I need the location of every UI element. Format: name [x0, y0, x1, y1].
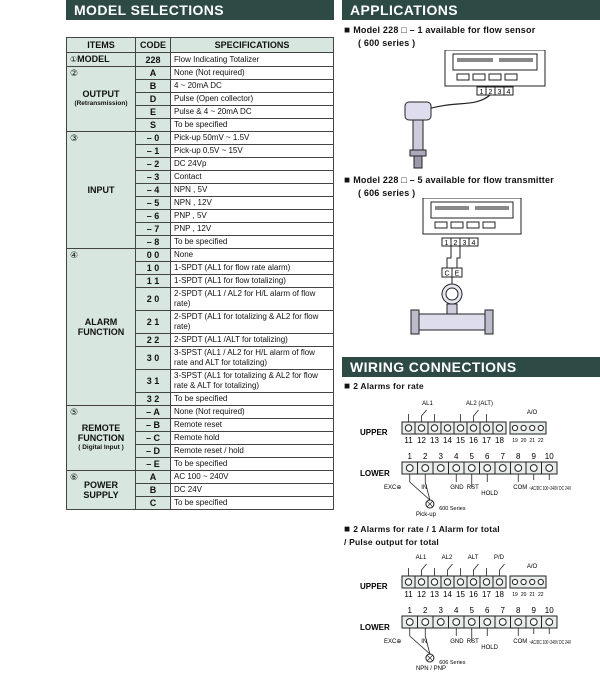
rst-label: RST — [466, 485, 479, 491]
spec-cell: To be specified — [171, 236, 334, 249]
application-2-text — [344, 174, 554, 199]
terminal-number: 22 — [538, 438, 544, 444]
spec-cell: 2-SPDT (AL1 for totalizing & AL2 for flow rate) — [171, 311, 334, 334]
terminal-screw — [483, 425, 489, 431]
terminal-screw — [468, 619, 475, 626]
code-cell: – 7 — [136, 223, 171, 236]
code-cell: – 5 — [136, 197, 171, 210]
display-line — [435, 206, 469, 210]
terminal-number: 2 — [423, 606, 428, 615]
sensor-label: NPN / PNP — [415, 666, 446, 672]
terminal-screw — [418, 579, 424, 585]
table-row — [67, 67, 334, 80]
code-cell: 3 2 — [136, 393, 171, 406]
button — [505, 74, 517, 80]
item-number: ③ — [70, 133, 79, 143]
terminal-number: 6 — [485, 452, 490, 461]
spec-cell: Pulse & 4 ~ 20mA DC — [171, 106, 334, 119]
terminal-screw — [538, 579, 543, 584]
exc-label: EXC⊕ — [384, 485, 402, 491]
code-cell: – 1 — [136, 145, 171, 158]
terminal-screw — [437, 619, 444, 626]
wiring-title-1-text: 2 Alarms for rate — [353, 381, 424, 391]
button — [473, 74, 485, 80]
terminal-number: 18 — [495, 590, 504, 599]
terminal-number: 21 — [529, 438, 535, 444]
signal-cable — [425, 95, 490, 110]
items-column-header: ITEMS — [67, 38, 136, 53]
code-cell: 228 — [136, 53, 171, 67]
terminal-label: 3 — [497, 89, 502, 96]
code-cell: D — [136, 93, 171, 106]
code-cell: A — [136, 471, 171, 484]
spec-cell: DC 24V — [171, 484, 334, 497]
terminal-screw — [521, 579, 526, 584]
relay-contact — [435, 564, 453, 576]
terminal-block — [442, 238, 478, 247]
wiring-title-2-line1: 2 Alarms for rate / 1 Alarm for total — [353, 524, 500, 534]
terminal-screw — [418, 425, 424, 431]
item-name: ALARM FUNCTION — [77, 317, 125, 337]
terminal-number: 21 — [529, 592, 535, 598]
table-row — [67, 249, 334, 262]
power-label: ~AC/DC 100~240V DC 24V — [529, 640, 572, 646]
ce-terminal — [442, 268, 462, 278]
alarm-label: P/D — [493, 555, 505, 561]
spec-cell: To be specified — [171, 119, 334, 132]
button — [489, 74, 501, 80]
terminal-screw — [530, 619, 537, 626]
spec-cell: PNP , 12V — [171, 223, 334, 236]
display-line — [457, 58, 493, 62]
sensor-label: Pick-up — [415, 512, 436, 518]
applications-header: APPLICATIONS — [342, 0, 600, 20]
code-cell: – C — [136, 432, 171, 445]
terminal-number: 15 — [456, 436, 465, 445]
code-cell: A — [136, 67, 171, 80]
wiring-title-1 — [344, 380, 424, 393]
wiring-connections-header: WIRING CONNECTIONS — [342, 357, 600, 377]
application-2-line1: Model 228 □ – 5 available for flow transmitter — [353, 175, 554, 185]
spec-cell: None (Not required) — [171, 406, 334, 419]
specifications-column-header: SPECIFICATIONS — [171, 38, 334, 53]
terminal-number: 8 — [516, 452, 521, 461]
item-group-cell — [67, 406, 136, 471]
ao-label: A/O — [526, 564, 538, 570]
terminal-number: 10 — [544, 606, 554, 615]
relay-contact — [409, 410, 427, 422]
spec-cell: Remote reset — [171, 419, 334, 432]
code-cell: 2 2 — [136, 334, 171, 347]
button — [435, 222, 447, 228]
terminal-screw — [444, 425, 450, 431]
spec-cell: Contact — [171, 171, 334, 184]
terminal-screw — [538, 425, 543, 430]
terminal-label: 1 — [479, 89, 484, 96]
relay-contact — [461, 410, 479, 422]
terminal-number: 7 — [500, 606, 505, 615]
ce-label: E — [454, 270, 460, 278]
terminal-number: 1 — [407, 452, 412, 461]
terminal-screw — [515, 465, 522, 472]
bullet-square-icon: ■ — [344, 175, 354, 186]
upper-label: UPPER — [360, 582, 388, 591]
code-cell: B — [136, 484, 171, 497]
gnd-label: GND — [450, 485, 464, 491]
wiring-diagram-2 — [344, 548, 600, 681]
terminal-number: 16 — [469, 590, 478, 599]
terminal-screw — [453, 619, 460, 626]
com-label: COM — [513, 485, 528, 491]
terminal-label: 4 — [506, 89, 511, 96]
terminal-screw — [453, 465, 460, 472]
terminal-number: 11 — [404, 436, 413, 445]
terminal-label: 1 — [444, 240, 449, 247]
item-group-cell — [67, 471, 136, 510]
flow-transmitter-icon — [411, 284, 493, 334]
terminal-screw — [431, 579, 437, 585]
terminal-number: 5 — [469, 452, 474, 461]
item-number: ⑥ — [70, 472, 79, 482]
in-label: IN — [421, 485, 428, 491]
power-label: ~AC/DC 100~240V DC 24V — [529, 486, 572, 492]
terminal-screw — [512, 425, 517, 430]
rst-label: RST — [466, 639, 479, 645]
alarm-label: AL1 — [415, 555, 427, 561]
spec-cell: NPN , 12V — [171, 197, 334, 210]
terminal-screw — [530, 579, 535, 584]
spec-cell: Flow Indicating Totalizer — [171, 53, 334, 67]
code-column-header: CODE — [136, 38, 171, 53]
com-label: COM — [513, 639, 528, 645]
spec-cell: 2-SPDT (AL1 /ALT for totalizing) — [171, 334, 334, 347]
alarm-label: ALT — [467, 555, 479, 561]
alarm-label: AL2 (ALT) — [466, 401, 493, 407]
series-label: 606 Series — [439, 660, 466, 666]
spec-cell: Pick-up 50mV ~ 1.5V — [171, 132, 334, 145]
model-selection-table — [66, 37, 334, 510]
application-1-line2: ( 600 series ) — [358, 38, 416, 48]
spec-cell: DC 24Vp — [171, 158, 334, 171]
code-cell: 2 0 — [136, 288, 171, 311]
terminal-screw — [468, 465, 475, 472]
spec-cell: NPN , 5V — [171, 184, 334, 197]
item-name: POWER SUPPLY — [83, 480, 119, 500]
alarm-label: AL2 — [441, 555, 453, 561]
terminal-number: 20 — [520, 592, 527, 598]
item-subtitle: (Retransmission) — [74, 100, 128, 107]
relay-contact — [487, 564, 505, 576]
code-cell: 1 1 — [136, 275, 171, 288]
terminal-screw — [496, 425, 502, 431]
terminal-screw — [499, 465, 506, 472]
terminal-screw — [422, 619, 429, 626]
code-cell: S — [136, 119, 171, 132]
code-cell: – E — [136, 458, 171, 471]
spec-cell: AC 100 ~ 240V — [171, 471, 334, 484]
spec-cell: None — [171, 249, 334, 262]
button — [451, 222, 463, 228]
wiring-title-2-line2: / Pulse output for total — [344, 537, 439, 547]
wiring-diagram-1 — [344, 394, 600, 522]
table-row — [67, 132, 334, 145]
terminal-number: 9 — [531, 452, 536, 461]
code-cell: – 2 — [136, 158, 171, 171]
terminal-number: 12 — [417, 590, 426, 599]
terminal-screw — [470, 579, 476, 585]
item-group-cell — [67, 132, 136, 249]
model-selections-header: MODEL SELECTIONS — [66, 0, 334, 20]
terminal-screw — [530, 425, 535, 430]
button — [457, 74, 469, 80]
spec-cell: Remote reset / hold — [171, 445, 334, 458]
bullet-square-icon: ■ — [344, 381, 354, 392]
terminal-number: 18 — [495, 436, 504, 445]
terminal-number: 1 — [407, 606, 412, 615]
code-cell: B — [136, 80, 171, 93]
terminal-screw — [405, 579, 411, 585]
hold-label: HOLD — [481, 645, 498, 651]
terminal-number: 22 — [538, 592, 544, 598]
terminal-number: 2 — [423, 452, 428, 461]
terminal-screw — [521, 425, 526, 430]
code-cell: – 4 — [136, 184, 171, 197]
terminal-screw — [496, 579, 502, 585]
terminal-screw — [470, 425, 476, 431]
spec-cell: Pulse (Open collector) — [171, 93, 334, 106]
spec-cell: To be specified — [171, 497, 334, 510]
spec-cell: To be specified — [171, 458, 334, 471]
code-cell: 3 0 — [136, 347, 171, 370]
code-cell: – 8 — [136, 236, 171, 249]
terminal-screw — [457, 425, 463, 431]
code-cell: 3 1 — [136, 370, 171, 393]
item-number: ② — [70, 68, 79, 78]
series-label: 600 Series — [439, 506, 466, 512]
lower-label: LOWER — [360, 469, 390, 478]
code-cell: – D — [136, 445, 171, 458]
terminal-number: 15 — [456, 590, 465, 599]
terminal-screw — [499, 619, 506, 626]
item-name: MODEL — [77, 54, 110, 64]
terminal-label: 4 — [471, 240, 476, 247]
item-group-cell — [67, 53, 136, 67]
application-1-line1: Model 228 □ – 1 available for flow sensor — [353, 25, 536, 35]
code-cell: – B — [136, 419, 171, 432]
upper-label: UPPER — [360, 428, 388, 437]
terminal-number: 11 — [404, 590, 413, 599]
item-group-cell — [67, 249, 136, 406]
terminal-label: 2 — [453, 240, 458, 247]
code-cell: C — [136, 497, 171, 510]
flow-sensor-diagram — [395, 50, 570, 170]
terminal-number: 13 — [430, 590, 439, 599]
terminal-screw — [431, 425, 437, 431]
relay-contact — [461, 564, 479, 576]
terminal-block — [477, 87, 513, 96]
terminal-number: 8 — [516, 606, 521, 615]
item-group-cell — [67, 67, 136, 132]
bullet-square-icon: ■ — [344, 25, 354, 36]
terminal-number: 12 — [417, 436, 426, 445]
terminal-label: 2 — [488, 89, 493, 96]
table-row — [67, 53, 334, 67]
gnd-label: GND — [450, 639, 464, 645]
item-number: ① — [70, 55, 78, 64]
terminal-number: 13 — [430, 436, 439, 445]
flow-transmitter-diagram — [395, 198, 570, 348]
terminal-number: 19 — [512, 438, 518, 444]
spec-cell: 2-SPDT (AL1 / AL2 for H/L alarm of flow rate) — [171, 288, 334, 311]
spec-cell: 4 ~ 20mA DC — [171, 80, 334, 93]
terminal-screw — [515, 619, 522, 626]
terminal-screw — [457, 579, 463, 585]
terminal-screw — [546, 465, 553, 472]
terminal-number: 16 — [469, 436, 478, 445]
table-row — [67, 406, 334, 419]
item-name: REMOTE FUNCTION — [77, 423, 125, 443]
terminal-number: 3 — [438, 606, 443, 615]
terminal-number: 4 — [454, 606, 459, 615]
application-2-line2: ( 606 series ) — [358, 188, 416, 198]
code-cell: – 0 — [136, 132, 171, 145]
code-cell: – 6 — [136, 210, 171, 223]
terminal-screw — [530, 465, 537, 472]
terminal-label: 3 — [462, 240, 467, 247]
spec-cell: 1-SPDT (AL1 for flow rate alarm) — [171, 262, 334, 275]
code-cell: E — [136, 106, 171, 119]
spec-cell: Remote hold — [171, 432, 334, 445]
item-number: ⑤ — [70, 407, 79, 417]
exc-label: EXC⊕ — [384, 639, 402, 645]
flow-sensor-icon — [405, 102, 431, 168]
spec-cell: 1-SPDT (AL1 for flow totalizing) — [171, 275, 334, 288]
terminal-number: 10 — [544, 452, 554, 461]
button — [483, 222, 495, 228]
terminal-screw — [422, 465, 429, 472]
item-subtitle: ( Digital Input ) — [78, 444, 124, 451]
terminal-number: 20 — [520, 438, 527, 444]
ce-label: C — [444, 270, 450, 278]
terminal-number: 4 — [454, 452, 459, 461]
spec-cell: 3-SPST (AL1 for totalizing & AL2 for flow rate & ALT for totalizing) — [171, 370, 334, 393]
terminal-screw — [512, 579, 517, 584]
code-cell: – 3 — [136, 171, 171, 184]
terminal-number: 5 — [469, 606, 474, 615]
display-line — [499, 58, 533, 62]
spec-cell: Pick-up 0.5V ~ 15V — [171, 145, 334, 158]
ao-label: A/O — [526, 410, 538, 416]
terminal-screw — [546, 619, 553, 626]
code-cell: – A — [136, 406, 171, 419]
wiring-title-2 — [344, 523, 500, 548]
bullet-square-icon: ■ — [344, 524, 354, 535]
terminal-screw — [405, 425, 411, 431]
display-line — [475, 206, 509, 210]
terminal-screw — [484, 619, 491, 626]
terminal-screw — [437, 465, 444, 472]
signal-wire — [447, 246, 460, 268]
code-cell: 2 1 — [136, 311, 171, 334]
spec-cell: 3-SPST (AL1 / AL2 for H/L alarm of flow rate and ALT for totalizing) — [171, 347, 334, 370]
terminal-number: 9 — [531, 606, 536, 615]
terminal-screw — [406, 465, 413, 472]
terminal-number: 6 — [485, 606, 490, 615]
terminal-number: 7 — [500, 452, 505, 461]
terminal-number: 17 — [482, 590, 491, 599]
terminal-screw — [484, 465, 491, 472]
terminal-number: 14 — [443, 590, 452, 599]
hold-label: HOLD — [481, 491, 498, 497]
code-cell: 1 0 — [136, 262, 171, 275]
spec-cell: To be specified — [171, 393, 334, 406]
terminal-number: 14 — [443, 436, 452, 445]
item-number: ④ — [70, 250, 79, 260]
terminal-number: 19 — [512, 592, 518, 598]
in-label: IN — [421, 639, 428, 645]
terminal-number: 17 — [482, 436, 491, 445]
item-name: INPUT — [87, 185, 115, 195]
spec-cell: None (Not required) — [171, 67, 334, 80]
application-1-text — [344, 24, 535, 49]
lower-label: LOWER — [360, 623, 390, 632]
table-row — [67, 471, 334, 484]
terminal-screw — [444, 579, 450, 585]
button — [467, 222, 479, 228]
code-cell: 0 0 — [136, 249, 171, 262]
terminal-screw — [483, 579, 489, 585]
terminal-number: 3 — [438, 452, 443, 461]
relay-contact — [409, 564, 427, 576]
terminal-screw — [406, 619, 413, 626]
alarm-label: AL1 — [422, 401, 433, 407]
spec-cell: PNP , 5V — [171, 210, 334, 223]
item-name: OUTPUT — [82, 89, 120, 99]
